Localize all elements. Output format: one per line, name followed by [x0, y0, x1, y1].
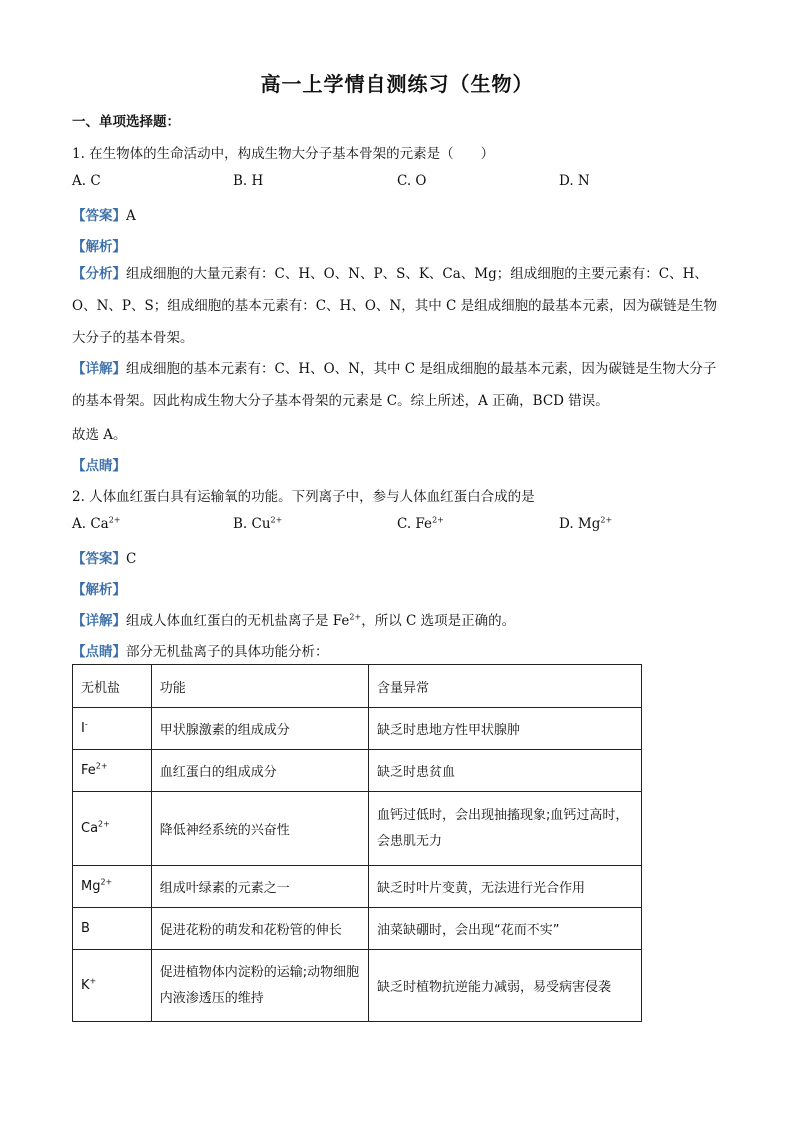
table-header: 无机盐 [73, 665, 152, 708]
q2-analysis-tag [72, 578, 126, 598]
q2-option-d [559, 516, 612, 532]
q1-option-c: C. O [397, 173, 427, 189]
abnormal-cell: 缺乏时叶片变黄，无法进行光合作用 [369, 866, 642, 908]
ion-cell [73, 950, 152, 1022]
q2-answer [72, 547, 136, 567]
answer-value: A [126, 208, 136, 224]
dianjing-tag: 【点睛】 [72, 644, 126, 660]
table-row [73, 866, 642, 908]
function-cell: 甲状腺激素的组成成分 [151, 708, 368, 750]
function-cell: 促进花粉的萌发和花粉管的伸长 [151, 908, 368, 950]
ion-charge: 2+ [95, 761, 108, 771]
ion-charge: 2+ [432, 515, 444, 525]
answer-value: C [126, 551, 137, 567]
ion-cell [73, 792, 152, 866]
ion-function-table [72, 664, 642, 1022]
dianjing-tag: 【点睛】 [72, 458, 126, 474]
ion-symbol: K [81, 978, 90, 993]
q1-fenxi [72, 258, 722, 354]
q1-option-a: A. C [72, 173, 101, 189]
answer-tag: 【答案】 [72, 208, 126, 224]
ion-symbol: Fe [81, 763, 96, 778]
table-row [73, 750, 642, 792]
ion-cell [73, 866, 152, 908]
ion-symbol: B [81, 921, 90, 936]
ion-symbol: Mg [81, 879, 101, 894]
option-label: A. Ca [72, 516, 109, 532]
q2-dianjing [72, 640, 329, 660]
q1-conclusion: 故选 A。 [72, 427, 127, 443]
q2-options [72, 516, 722, 534]
abnormal-cell: 油菜缺硼时，会出现“花而不实” [369, 908, 642, 950]
q2-xiangjie [72, 609, 515, 629]
q1-options [72, 173, 722, 191]
xiangjie-tag: 【详解】 [72, 361, 126, 377]
ion-symbol: Ca [81, 821, 99, 836]
q1-xiangjie [72, 353, 722, 417]
option-label: D. Mg [559, 516, 601, 532]
q1-stem: 1. 在生物体的生命活动中，构成生物大分子基本骨架的元素是（ ） [72, 146, 495, 162]
xiangjie-text-end: ，所以 C 选项是正确的。 [361, 613, 516, 629]
dianjing-text: 部分无机盐离子的具体功能分析： [126, 644, 329, 660]
section-heading: 一、单项选择题： [72, 114, 180, 130]
q1-analysis-tag [72, 235, 126, 255]
table-header: 功能 [151, 665, 368, 708]
table-row [73, 950, 642, 1022]
q1-option-d: D. N [559, 173, 590, 189]
q1-option-b: B. H [233, 173, 264, 189]
ion-cell [73, 708, 152, 750]
table-header: 含量异常 [369, 665, 642, 708]
function-cell: 降低神经系统的兴奋性 [151, 792, 368, 866]
ion-charge: 2+ [270, 515, 283, 525]
analysis-tag: 【解析】 [72, 582, 126, 598]
q1-dianjing [72, 454, 126, 474]
fenxi-tag: 【分析】 [72, 266, 126, 282]
table-header-row [73, 665, 642, 708]
table-row [73, 708, 642, 750]
analysis-tag: 【解析】 [72, 239, 126, 255]
function-cell: 组成叶绿素的元素之一 [151, 866, 368, 908]
answer-tag: 【答案】 [72, 551, 126, 567]
table-row [73, 908, 642, 950]
ion-symbol: I [81, 721, 85, 736]
q2-option-c [397, 516, 444, 532]
q2-option-a [72, 516, 121, 532]
option-label: B. Cu [233, 516, 271, 532]
abnormal-cell: 缺乏时植物抗逆能力减弱，易受病害侵袭 [369, 950, 642, 1022]
xiangjie-text: 组成人体血红蛋白的无机盐离子是 Fe [126, 613, 350, 629]
q2-stem: 2. 人体血红蛋白具有运输氧的功能。下列离子中，参与人体血红蛋白合成的是 [72, 489, 535, 505]
ion-charge: + [89, 976, 97, 986]
table-row [73, 792, 642, 866]
xiangjie-text: 组成细胞的基本元素有：C、H、O、N，其中 C 是组成细胞的最基本元素，因为碳链是生物大分子的基本骨架。因此构成生物大分子基本骨架的元素是 C。综上所述，A 正确，BCD 错误。 [72, 361, 717, 409]
function-cell: 促进植物体内淀粉的运输;动物细胞内液渗透压的维持 [151, 950, 368, 1022]
abnormal-cell: 缺乏时患地方性甲状腺肿 [369, 708, 642, 750]
q1-answer [72, 204, 136, 224]
ion-charge: 2+ [349, 612, 362, 622]
option-label: C. Fe [397, 516, 433, 532]
ion-cell [73, 908, 152, 950]
ion-charge: 2+ [98, 819, 110, 829]
ion-cell [73, 750, 152, 792]
xiangjie-tag: 【详解】 [72, 613, 126, 629]
abnormal-cell: 血钙过低时，会出现抽搐现象;血钙过高时，会患肌无力 [369, 792, 642, 866]
abnormal-cell: 缺乏时患贫血 [369, 750, 642, 792]
function-cell: 血红蛋白的组成成分 [151, 750, 368, 792]
ion-charge: 2+ [108, 515, 121, 525]
ion-charge: - [84, 719, 88, 729]
ion-charge: 2+ [100, 877, 113, 887]
q2-option-b [233, 516, 282, 532]
fenxi-text: 组成细胞的大量元素有：C、H、O、N、P、S、K、Ca、Mg；组成细胞的主要元素有：C、H、O、N、P、S；组成细胞的基本元素有：C、H、O、N，其中 C 是组成细胞的最基本元素，因为碳链是生物大分子的基本骨架。 [72, 266, 718, 346]
ion-charge: 2+ [600, 515, 613, 525]
page-title: 高一上学情自测练习（生物） [260, 72, 534, 96]
